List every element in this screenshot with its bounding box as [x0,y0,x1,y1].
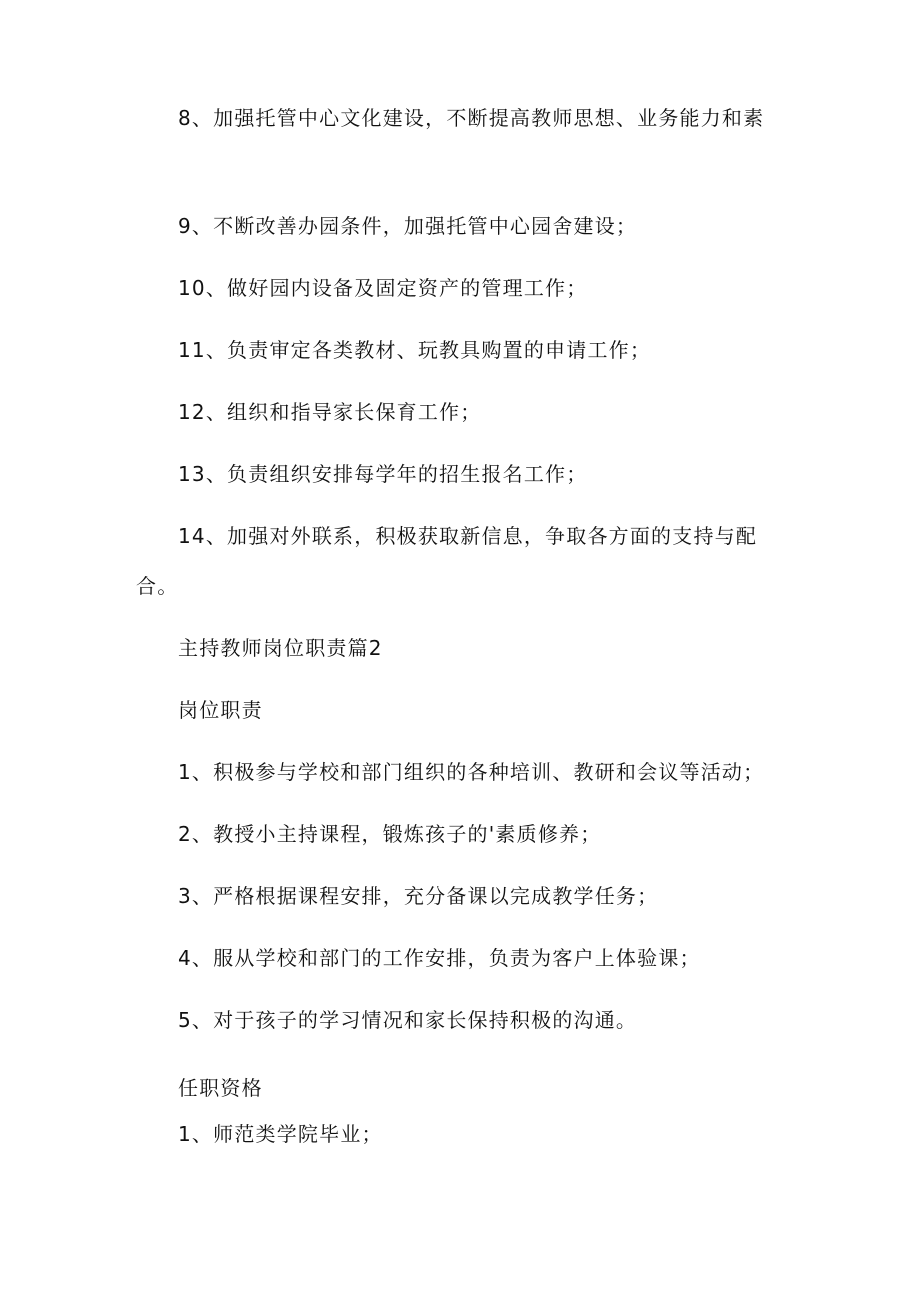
paragraph-item-11: 11、负责审定各类教材、玩教具购置的申请工作； [178,338,652,362]
responsibility-item-4: 4、服从学校和部门的工作安排，负责为客户上体验课； [178,946,701,970]
paragraph-item-9: 9、不断改善办园条件，加强托管中心园舍建设； [178,214,638,238]
paragraph-item-8: 8、加强托管中心文化建设，不断提高教师思想、业务能力和素 [178,106,765,130]
responsibility-item-2: 2、教授小主持课程，锻炼孩子的'素质修养； [178,822,602,846]
responsibility-item-3: 3、严格根据课程安排，充分备课以完成教学任务； [178,884,659,908]
section-heading-qualifications: 任职资格 [178,1076,263,1100]
responsibility-item-5: 5、对于孩子的学习情况和家长保持积极的沟通。 [178,1008,638,1032]
paragraph-item-13: 13、负责组织安排每学年的招生报名工作； [178,462,588,486]
qualification-item-1: 1、师范类学院毕业； [178,1122,383,1146]
section-heading-responsibilities: 岗位职责 [178,698,263,722]
section-title: 主持教师岗位职责篇2 [178,636,383,660]
paragraph-item-10: 10、做好园内设备及固定资产的管理工作； [178,276,588,300]
paragraph-item-14: 14、加强对外联系，积极获取新信息，争取各方面的支持与配 [178,524,758,548]
responsibility-item-1: 1、积极参与学校和部门组织的各种培训、教研和会议等活动； [178,760,765,784]
paragraph-item-12: 12、组织和指导家长保育工作； [178,400,482,424]
paragraph-item-14-continuation: 合。 [136,574,179,598]
